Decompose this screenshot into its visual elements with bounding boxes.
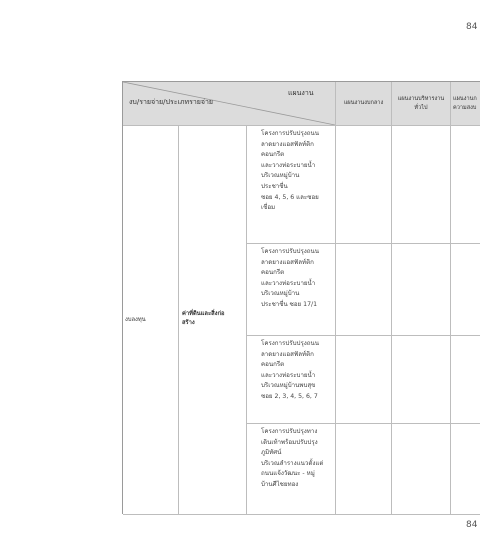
budget-table	[122, 81, 480, 514]
budget-type-label: งบลงทุน	[125, 317, 146, 323]
amount-cell	[392, 424, 451, 515]
amount-cell	[451, 244, 480, 336]
project-cell-1: โครงการปรับปรุงถนน ลาดยางแอสฟัลท์ติก คอนกรีต และวางท่อระบายน้ำ บริเวณหมู่บ้าน ประชาชื่น ซอย 4, 5, 6 และซอย เชื่อม	[247, 126, 336, 244]
amount-cell	[336, 244, 392, 336]
amount-cell	[451, 424, 480, 515]
amount-cell	[336, 336, 392, 424]
amount-cell	[392, 336, 451, 424]
page-number-top: 84	[466, 22, 478, 32]
header-category-label: งบ/รายจ่าย/ประเภทรายจ่าย	[129, 98, 214, 106]
header-category-cell	[123, 82, 336, 126]
project-cell-2: โครงการปรับปรุงถนน ลาดยางแอสฟัลท์ติก คอนกรีต และวางท่อระบายน้ำ บริเวณหมู่บ้าน ประชาชื่น ซอย 17/1	[247, 244, 336, 336]
amount-cell	[451, 336, 480, 424]
header-public-order: แผนงานก ความสงบ	[451, 82, 480, 126]
amount-cell	[392, 126, 451, 244]
header-general-admin: แผนงานบริหารงาน ทั่วไป	[392, 82, 451, 126]
header-central-budget: แผนงานงบกลาง	[336, 82, 392, 126]
project-cell-4: โครงการปรับปรุงทาง เดินเท้าพร้อมปรับปรุง ภูมิทัศน์ บริเวณลำรางแนวตั้งแต่ ถนนแจ้งวัฒนะ - หมู่ บ้านศีไชยทอง	[247, 424, 336, 515]
page-number-bottom: 84	[466, 520, 478, 530]
budget-type-cell	[123, 126, 179, 515]
amount-cell	[336, 424, 392, 515]
expense-type-cell	[179, 126, 247, 515]
amount-cell	[451, 126, 480, 244]
amount-cell	[392, 244, 451, 336]
header-plan-label: แผนงาน	[288, 89, 314, 97]
project-cell-3: โครงการปรับปรุงถนน ลาดยางแอสฟัลท์ติก คอนกรีต และวางท่อระบายน้ำ บริเวณหมู่บ้านพบสุข ซอย 2, 3, 4, 5, 6, 7	[247, 336, 336, 424]
amount-cell	[336, 126, 392, 244]
expense-type-label: ค่าที่ดินและสิ่งก่อ สร้าง	[182, 311, 225, 326]
